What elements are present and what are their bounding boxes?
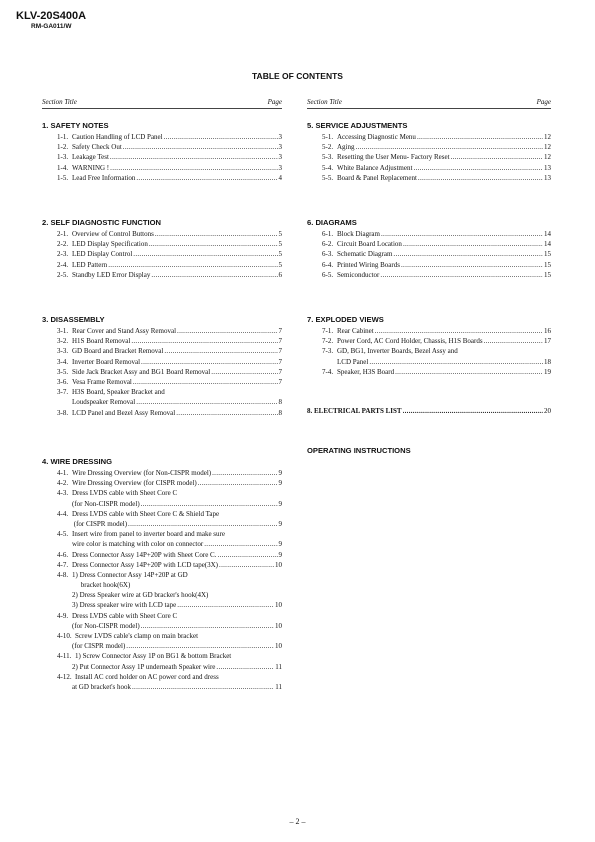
entry-title: Install AC cord holder on AC power cord and dress bbox=[75, 672, 219, 681]
entry-number: 4-11. bbox=[57, 652, 72, 661]
dot-leader bbox=[219, 560, 274, 570]
toc-section bbox=[42, 314, 282, 418]
entry-number: 3-5. bbox=[57, 367, 69, 376]
entry-number: 6-3. bbox=[322, 250, 334, 259]
entry-number: 7-1. bbox=[322, 327, 334, 335]
toc-section bbox=[42, 120, 282, 183]
entry-number: 1-4. bbox=[57, 163, 69, 172]
entry-title: Dress LVDS cable with Sheet Core C bbox=[72, 611, 178, 620]
toc-entry[interactable] bbox=[42, 509, 282, 519]
page-number-ref: 3 bbox=[278, 143, 282, 152]
entry-title: Leakage Test bbox=[72, 153, 109, 162]
dot-leader bbox=[177, 600, 274, 610]
toc-entry[interactable] bbox=[42, 336, 282, 346]
page-number-ref: 9 bbox=[278, 479, 282, 488]
section-title-label: Section Title bbox=[42, 98, 77, 106]
toc-section bbox=[307, 314, 551, 377]
entry-title: Dress Connector Assy 14P+20P with Sheet Core C. bbox=[72, 550, 217, 559]
toc-entry[interactable] bbox=[42, 163, 282, 173]
entry-title: Overview of Control Buttons bbox=[72, 230, 154, 238]
entry-number: 4-7. bbox=[57, 560, 69, 569]
page-number-ref: 15 bbox=[544, 270, 551, 279]
toc-entry[interactable] bbox=[42, 326, 282, 336]
page-number-ref: 12 bbox=[544, 153, 551, 162]
dot-leader bbox=[128, 519, 277, 529]
toc-entry[interactable] bbox=[42, 682, 282, 692]
toc-entry[interactable] bbox=[42, 590, 282, 600]
toc-entry[interactable] bbox=[42, 570, 282, 580]
section-title-label: Section Title bbox=[307, 98, 342, 106]
dot-leader bbox=[131, 336, 277, 346]
page-number-ref: 12 bbox=[544, 143, 551, 152]
entry-title: Safety Check Out bbox=[72, 143, 122, 152]
toc-entry[interactable] bbox=[42, 152, 282, 162]
toc-entry[interactable] bbox=[42, 478, 282, 488]
entry-title: GD, BG1, Inverter Boards, Bezel Assy and bbox=[337, 347, 458, 356]
page-number-ref: 7 bbox=[278, 347, 282, 356]
dot-leader bbox=[155, 229, 278, 239]
entry-title: H1S Board Removal bbox=[72, 337, 131, 346]
dot-leader bbox=[403, 406, 543, 416]
toc-entry[interactable] bbox=[42, 672, 282, 682]
page-number-ref: 7 bbox=[278, 357, 282, 366]
page-number-ref: 18 bbox=[544, 357, 551, 366]
entry-number: 3-8. bbox=[57, 408, 69, 417]
entry-number: 2-5. bbox=[57, 270, 69, 279]
page-number-ref: 12 bbox=[544, 133, 551, 141]
toc-entry[interactable] bbox=[42, 397, 282, 407]
dot-leader bbox=[149, 239, 278, 249]
dot-leader bbox=[198, 478, 278, 488]
page-number-ref: 9 bbox=[278, 469, 282, 477]
toc-entry[interactable] bbox=[307, 336, 551, 346]
entry-title: wire color is matching with color on connector bbox=[72, 540, 204, 549]
toc-entry[interactable] bbox=[42, 357, 282, 367]
page-number-ref: 8 bbox=[278, 408, 282, 417]
entry-number: 2-3. bbox=[57, 250, 69, 259]
dot-leader bbox=[141, 621, 274, 631]
dot-leader bbox=[141, 357, 277, 367]
toc-entry[interactable] bbox=[307, 132, 551, 142]
entry-number: 4-4. bbox=[57, 509, 69, 518]
entry-title: WARNING ! bbox=[72, 163, 110, 172]
entry-title: Board & Panel Replacement bbox=[337, 173, 417, 182]
toc-entry[interactable] bbox=[42, 260, 282, 270]
page-number-ref: 9 bbox=[278, 540, 282, 549]
page-number-ref: 10 bbox=[275, 601, 282, 610]
entry-number: 4-3. bbox=[57, 489, 69, 498]
dot-leader bbox=[395, 367, 543, 377]
entry-title: Schematic Diagram bbox=[337, 250, 393, 259]
entry-number: 5-3. bbox=[322, 153, 334, 162]
document-code: RM-GA011/W bbox=[31, 23, 72, 30]
toc-entry[interactable] bbox=[307, 260, 551, 270]
entry-number: 4-10. bbox=[57, 632, 72, 640]
entry-title: 2) Put Connector Assy 1P underneath Speaker wire bbox=[72, 662, 216, 671]
entry-number: 5-1. bbox=[322, 133, 334, 141]
entry-number: 4-6. bbox=[57, 550, 69, 559]
entry-title: LCD Panel and Bezel Assy Removal bbox=[72, 408, 176, 417]
entry-title: Inverter Board Removal bbox=[72, 357, 141, 366]
page-number-ref: 9 bbox=[278, 519, 282, 528]
entry-title: Lead Free Information bbox=[72, 173, 136, 182]
entry-number: 6-5. bbox=[322, 270, 334, 279]
page-number-ref: 7 bbox=[278, 367, 282, 376]
toc-entry[interactable] bbox=[307, 163, 551, 173]
toc-entry[interactable] bbox=[42, 408, 282, 418]
page-number-ref: 7 bbox=[278, 377, 282, 386]
toc-entry[interactable] bbox=[42, 377, 282, 387]
entry-title: Wire Dressing Overview (for CISPR model) bbox=[72, 479, 197, 488]
page-number-ref: 9 bbox=[278, 499, 282, 508]
entry-title: Printed Wiring Boards bbox=[337, 260, 400, 269]
dot-leader bbox=[108, 260, 277, 270]
dot-leader bbox=[413, 163, 543, 173]
entry-title: Dress LVDS cable with Sheet Core C bbox=[72, 489, 178, 498]
dot-leader bbox=[401, 260, 543, 270]
section-heading bbox=[307, 406, 551, 416]
entry-title: Speaker, H3S Board bbox=[337, 367, 395, 376]
entry-title: Accessing Diagnostic Menu bbox=[337, 133, 416, 141]
toc-entry[interactable] bbox=[42, 387, 282, 397]
entry-number: 1-1. bbox=[57, 133, 69, 141]
toc-section bbox=[307, 217, 551, 280]
entry-number: 6-2. bbox=[322, 240, 334, 249]
entry-title: 1) Screw Connector Assy 1P on BG1 & bottom Bracket bbox=[75, 652, 232, 661]
entry-title: White Balance Adjustment bbox=[337, 163, 413, 172]
toc-column-right bbox=[307, 98, 551, 455]
entry-number: 6-1. bbox=[322, 230, 334, 238]
toc-entry[interactable] bbox=[42, 651, 282, 661]
entry-title: (for CISPR model) bbox=[72, 519, 128, 528]
entry-number: 4-12. bbox=[57, 672, 72, 681]
entry-title: LCD Panel bbox=[337, 357, 369, 366]
entry-title: Semiconductor bbox=[337, 270, 380, 279]
page-number-ref: 19 bbox=[544, 367, 551, 376]
dot-leader bbox=[204, 539, 277, 549]
page-number-ref: 11 bbox=[275, 682, 282, 691]
page-number-ref: 10 bbox=[275, 560, 282, 569]
entry-number: 3-2. bbox=[57, 337, 69, 346]
toc-entry[interactable] bbox=[307, 367, 551, 377]
entry-title: (for Non-CISPR model) bbox=[72, 621, 140, 630]
model-number: KLV-20S400A bbox=[16, 10, 87, 22]
toc-entry[interactable] bbox=[307, 346, 551, 356]
page-label: Page bbox=[536, 98, 551, 106]
dot-leader bbox=[216, 662, 274, 672]
page-number-ref: 13 bbox=[544, 173, 551, 182]
toc-entry[interactable] bbox=[42, 132, 282, 142]
page-number-ref: 16 bbox=[544, 327, 551, 335]
toc-entry[interactable] bbox=[42, 270, 282, 280]
entry-title: at GD bracket's hook bbox=[72, 682, 131, 691]
entry-number: 3-1. bbox=[57, 327, 69, 335]
toc-entry[interactable] bbox=[42, 600, 282, 610]
section-heading: 5. SERVICE ADJUSTMENTS bbox=[307, 121, 408, 130]
dot-leader bbox=[403, 239, 543, 249]
toc-entry[interactable] bbox=[42, 662, 282, 672]
dot-leader bbox=[451, 152, 543, 162]
section-heading: 2. SELF DIAGNOSTIC FUNCTION bbox=[42, 218, 161, 227]
dot-leader bbox=[380, 270, 543, 280]
toc-section bbox=[42, 456, 282, 692]
column-header bbox=[42, 98, 282, 109]
entry-number: 3-6. bbox=[57, 377, 69, 386]
toc-entry[interactable] bbox=[42, 621, 282, 631]
entry-title: 3) Dress speaker wire with LCD tape bbox=[72, 601, 177, 610]
entry-title: (for CISPR model) bbox=[72, 642, 126, 651]
dot-leader bbox=[136, 397, 277, 407]
entry-title: Rear Cabinet bbox=[337, 327, 374, 335]
dot-leader bbox=[176, 408, 277, 418]
dot-leader bbox=[164, 346, 277, 356]
section-heading: 4. WIRE DRESSING bbox=[42, 457, 113, 466]
entry-title: bracket hook(6X) bbox=[72, 581, 131, 590]
entry-number: 5-2. bbox=[322, 143, 334, 152]
entry-title: LED Display Control bbox=[72, 250, 133, 259]
page-number-ref: 14 bbox=[544, 230, 551, 238]
entry-number: 3-7. bbox=[57, 388, 69, 397]
dot-leader bbox=[133, 377, 278, 387]
page-number-ref: 10 bbox=[275, 621, 282, 630]
toc-entry[interactable] bbox=[42, 173, 282, 183]
dot-leader bbox=[484, 336, 543, 346]
page-number-ref: 15 bbox=[544, 250, 551, 259]
toc-entry[interactable] bbox=[307, 249, 551, 259]
entry-title: Insert wire from panel to inverter board and make sure bbox=[72, 530, 225, 539]
entry-number: 1-3. bbox=[57, 153, 69, 162]
toc-entry[interactable] bbox=[42, 249, 282, 259]
entry-title: Circuit Board Location bbox=[337, 240, 402, 249]
page-number-ref: 9 bbox=[278, 550, 282, 559]
dot-leader bbox=[375, 326, 543, 336]
toc-entry[interactable] bbox=[42, 229, 282, 239]
entry-title: Wire Dressing Overview (for Non-CISPR model) bbox=[72, 469, 212, 477]
page-number-ref: 5 bbox=[278, 250, 282, 259]
dot-leader bbox=[393, 249, 543, 259]
dot-leader bbox=[151, 270, 277, 280]
page-number-ref: 17 bbox=[544, 337, 551, 346]
entry-number: 3-3. bbox=[57, 347, 69, 356]
entry-title: 2) Dress Speaker wire at GD bracker's hook(4X) bbox=[72, 591, 209, 600]
toc-entry[interactable] bbox=[42, 519, 282, 529]
entry-title: 1) Dress Connector Assy 14P+20P at GD bbox=[72, 570, 188, 579]
entry-title: Aging bbox=[337, 143, 355, 152]
dot-leader bbox=[110, 152, 278, 162]
toc-entry[interactable] bbox=[42, 550, 282, 560]
entry-number: 7-2. bbox=[322, 337, 334, 346]
toc-entry[interactable] bbox=[42, 539, 282, 549]
page-number-ref: 5 bbox=[278, 240, 282, 249]
page-label: Page bbox=[267, 98, 282, 106]
dot-leader bbox=[123, 142, 278, 152]
entry-title: Loudspeaker Removal bbox=[72, 398, 136, 407]
entry-title: Standby LED Error Display bbox=[72, 270, 151, 279]
page-number-ref: 10 bbox=[275, 642, 282, 651]
dot-leader bbox=[126, 641, 274, 651]
toc-section bbox=[307, 120, 551, 183]
toc-entry[interactable] bbox=[42, 468, 282, 478]
entry-title: Resetting the User Menu- Factory Reset bbox=[337, 153, 450, 162]
dot-leader bbox=[217, 550, 277, 560]
dot-leader bbox=[141, 499, 278, 509]
entry-number: 4-5. bbox=[57, 530, 69, 539]
toc-entry[interactable] bbox=[307, 326, 551, 336]
entry-number: 5-4. bbox=[322, 163, 334, 172]
column-header bbox=[307, 98, 551, 109]
entry-title: LED Display Specification bbox=[72, 240, 148, 249]
dot-leader bbox=[177, 326, 277, 336]
toc-section bbox=[307, 406, 551, 416]
page-number-ref: 3 bbox=[278, 153, 282, 162]
dot-leader bbox=[369, 357, 543, 367]
page-number-ref: 6 bbox=[278, 270, 282, 279]
dot-leader bbox=[133, 249, 277, 259]
page-number-ref: 14 bbox=[544, 240, 551, 249]
section-heading: 7. EXPLODED VIEWS bbox=[307, 315, 384, 324]
toc-entry[interactable] bbox=[42, 499, 282, 509]
entry-number: 4-2. bbox=[57, 479, 69, 488]
toc-entry[interactable] bbox=[42, 560, 282, 570]
page-number: – 2 – bbox=[289, 817, 306, 826]
section-heading: 3. DISASSEMBLY bbox=[42, 315, 105, 324]
entry-number: 1-5. bbox=[57, 173, 69, 182]
page-number-ref: 3 bbox=[278, 163, 282, 172]
dot-leader bbox=[110, 163, 277, 173]
section-heading: 1. SAFETY NOTES bbox=[42, 121, 109, 130]
operating-instructions-heading: OPERATING INSTRUCTIONS bbox=[307, 446, 411, 455]
entry-number: 6-4. bbox=[322, 260, 334, 269]
entry-title: Caution Handling of LCD Panel bbox=[72, 133, 163, 141]
dot-leader bbox=[136, 173, 277, 183]
dot-leader bbox=[418, 173, 543, 183]
entry-title: GD Board and Bracket Removal bbox=[72, 347, 164, 356]
page-number-ref: 3 bbox=[278, 133, 282, 141]
page-number-ref: 20 bbox=[544, 407, 551, 415]
page-number-ref: 7 bbox=[278, 337, 282, 346]
entry-title: Vesa Frame Removal bbox=[72, 377, 132, 386]
entry-number: 4-8. bbox=[57, 570, 69, 579]
page-number-ref: 13 bbox=[544, 163, 551, 172]
toc-entry[interactable] bbox=[307, 357, 551, 367]
page-number-ref: 5 bbox=[278, 260, 282, 269]
toc-entry[interactable] bbox=[42, 346, 282, 356]
entry-title: Block Diagram bbox=[337, 230, 380, 238]
page-number-ref: 7 bbox=[278, 327, 282, 335]
toc-entry[interactable] bbox=[42, 142, 282, 152]
toc-section bbox=[42, 217, 282, 280]
toc-entry[interactable] bbox=[307, 239, 551, 249]
entry-number: 2-4. bbox=[57, 260, 69, 269]
entry-title: (for Non-CISPR model) bbox=[72, 499, 140, 508]
dot-leader bbox=[356, 142, 544, 152]
entry-number: 4-9. bbox=[57, 611, 69, 620]
toc-entry[interactable] bbox=[42, 580, 282, 590]
toc-column-left bbox=[42, 98, 282, 691]
entry-number: 7-3. bbox=[322, 347, 334, 356]
section-heading: 6. DIAGRAMS bbox=[307, 218, 357, 227]
dot-leader bbox=[211, 367, 277, 377]
page-number-ref: 11 bbox=[275, 662, 282, 671]
entry-title: Side Jack Bracket Assy and BG1 Board Removal bbox=[72, 367, 211, 376]
dot-leader bbox=[164, 132, 278, 142]
entry-number: 2-1. bbox=[57, 230, 69, 238]
toc-entry[interactable] bbox=[42, 641, 282, 651]
dot-leader bbox=[381, 229, 543, 239]
toc-entry[interactable] bbox=[42, 529, 282, 539]
entry-number: 5-5. bbox=[322, 173, 334, 182]
toc-entry[interactable] bbox=[307, 229, 551, 239]
entry-title: H3S Board, Speaker Bracket and bbox=[72, 388, 165, 397]
entry-number: 2-2. bbox=[57, 240, 69, 249]
toc-entry[interactable] bbox=[42, 611, 282, 621]
entry-title: Rear Cover and Stand Assy Removal bbox=[72, 327, 177, 335]
dot-leader bbox=[212, 468, 277, 478]
page-number-ref: 15 bbox=[544, 260, 551, 269]
entry-number: 1-2. bbox=[57, 143, 69, 152]
toc-entry[interactable] bbox=[307, 142, 551, 152]
dot-leader bbox=[417, 132, 543, 142]
page-number-ref: 8 bbox=[278, 398, 282, 407]
page-number-ref: 4 bbox=[278, 173, 282, 182]
toc-entry[interactable] bbox=[307, 270, 551, 280]
toc-entry[interactable] bbox=[42, 367, 282, 377]
toc-entry[interactable] bbox=[307, 173, 551, 183]
entry-title: Dress LVDS cable with Sheet Core C & Shield Tape bbox=[72, 509, 220, 518]
dot-leader bbox=[132, 682, 274, 692]
entry-title: Dress Connector Assy 14P+20P with LCD tape(3X) bbox=[72, 560, 219, 569]
entry-number: 3-4. bbox=[57, 357, 69, 366]
toc-entry[interactable] bbox=[307, 152, 551, 162]
entry-number: 7-4. bbox=[322, 367, 334, 376]
entry-title: Power Cord, AC Cord Holder, Chassis, H1S Boards bbox=[337, 337, 483, 346]
entry-number: 4-1. bbox=[57, 469, 69, 477]
section-heading-text: 8. ELECTRICAL PARTS LIST bbox=[307, 407, 402, 415]
page-number-ref: 5 bbox=[278, 230, 282, 238]
toc-entry[interactable] bbox=[42, 631, 282, 641]
toc-entry[interactable] bbox=[42, 239, 282, 249]
toc-entry[interactable] bbox=[42, 488, 282, 498]
entry-title: LED Pattern bbox=[72, 260, 108, 269]
page-title: TABLE OF CONTENTS bbox=[252, 71, 343, 81]
entry-title: Screw LVDS cable's clamp on main bracket bbox=[75, 632, 199, 640]
